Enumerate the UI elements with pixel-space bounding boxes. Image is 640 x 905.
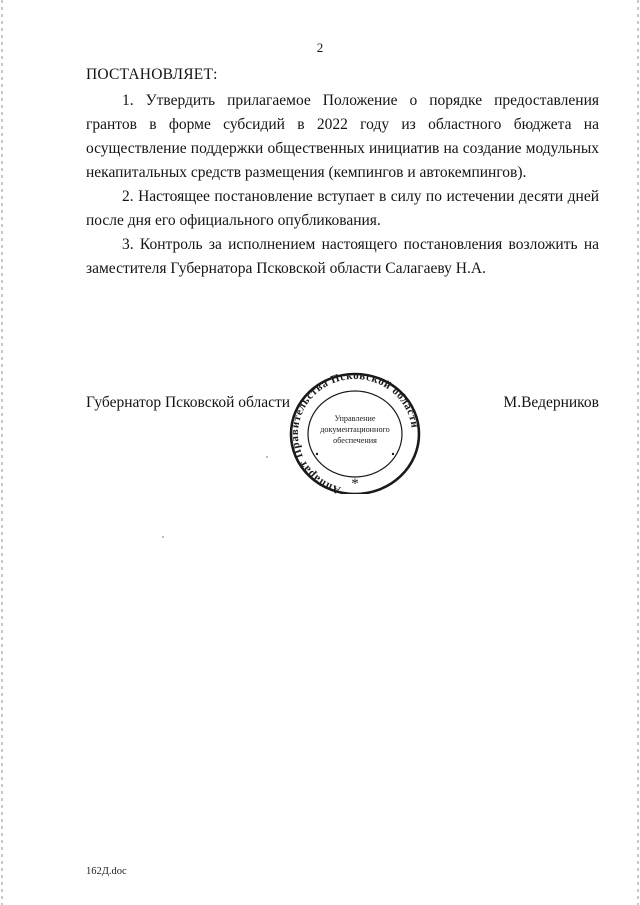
file-name: 162Д.doc (86, 866, 127, 877)
signatory-position: Губернатор Псковской области (86, 394, 291, 411)
stamp-line-3: обеспечения (333, 436, 377, 445)
scan-edge-right (637, 0, 639, 905)
stamp-line-1: Управление (334, 414, 376, 423)
paragraph-3: 3. Контроль за исполнением настоящего постановления возложить на заместителя Губернатора Псковской области Салагаеву Н.А. (86, 236, 599, 277)
stamp-line-2: документационного (320, 425, 390, 434)
stamp-ring-text: Аппарат Правительства Псковской области (288, 370, 421, 494)
paragraph-1: 1. Утвердить прилагаемое Положение о порядке предоставления грантов в форме субсидий в 2022 году из областного бюджета на осуществление поддержки общественных инициатив на создание модульных некапитальных средств размещения (кемпингов и автокемпингов). (86, 92, 599, 181)
stamp-star: * (351, 476, 359, 492)
resolution-heading: ПОСТАНОВЛЯЕТ: (86, 66, 218, 83)
paragraph-2: 2. Настоящее постановление вступает в силу по истечении десяти дней после дня его официального опубликования. (86, 188, 599, 229)
resolution-body (86, 89, 599, 281)
page-number: 2 (316, 40, 324, 55)
official-stamp (287, 370, 423, 494)
scan-speck (266, 456, 268, 458)
scan-speck (162, 536, 164, 538)
signatory-name: М.Ведерников (503, 394, 599, 411)
scan-edge-left (1, 0, 3, 905)
